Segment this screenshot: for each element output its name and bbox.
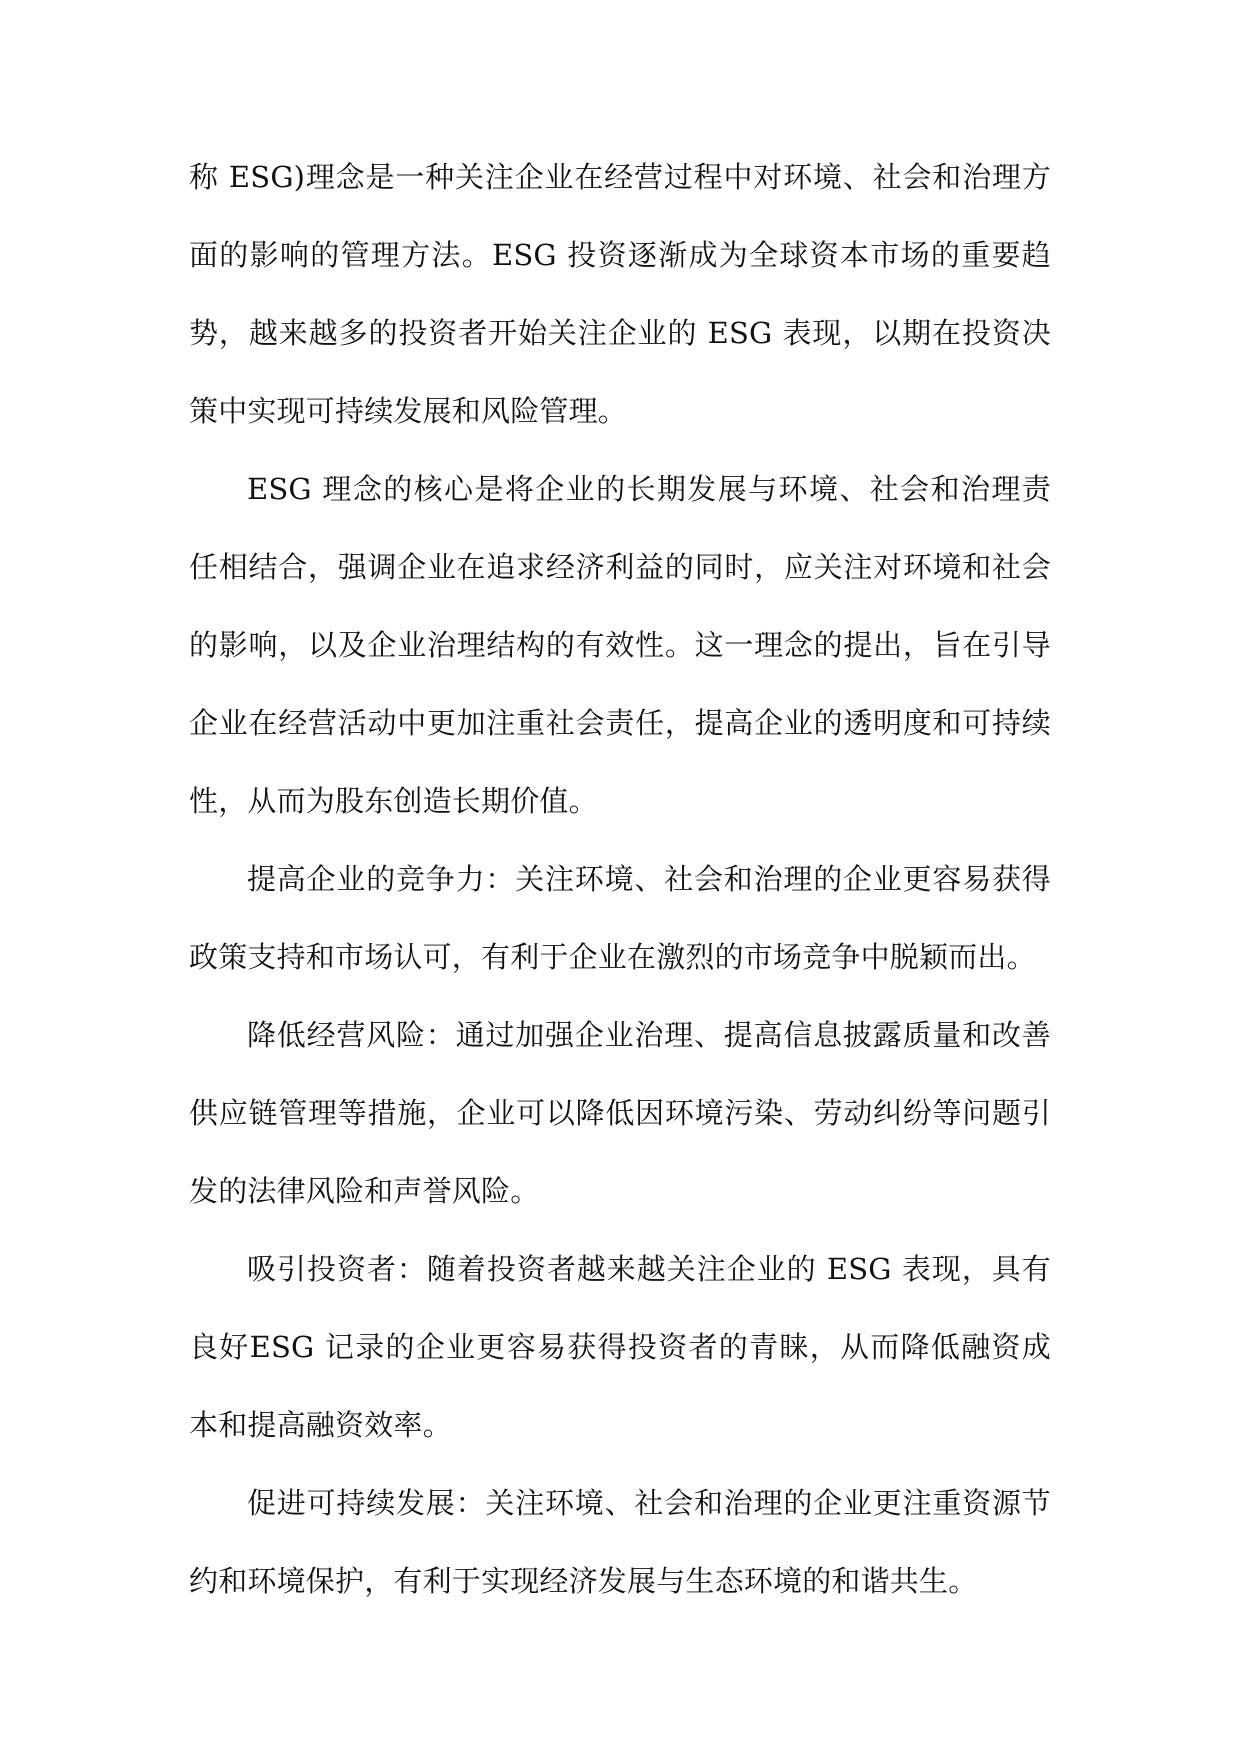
paragraph-attract-investors: 吸引投资者：随着投资者越来越关注企业的 ESG 表现，具有良好ESG 记录的企业更容易获得投资者的青睐，从而降低融资成本和提高融资效率。: [189, 1252, 1051, 1442]
paragraph-sustainable-development: 促进可持续发展：关注环境、社会和治理的企业更注重资源节约和环境保护，有利于实现经济发展与生态环境的和谐共生。: [189, 1486, 1051, 1598]
paragraph-risk-reduction: 降低经营风险：通过加强企业治理、提高信息披露质量和改善供应链管理等措施，企业可以降低因环境污染、劳动纠纷等问题引发的法律风险和声誉风险。: [189, 1018, 1051, 1208]
document-body: [189, 138, 1051, 1620]
paragraph-esg-core-concept: ESG 理念的核心是将企业的长期发展与环境、社会和治理责任相结合，强调企业在追求经济利益的同时，应关注对环境和社会的影响，以及企业治理结构的有效性。这一理念的提出，旨在引导企业在经营活动中更加注重社会责任，提高企业的透明度和可持续性，从而为股东创造长期价值。: [189, 472, 1051, 818]
paragraph-esg-definition: 称 ESG)理念是一种关注企业在经营过程中对环境、社会和治理方面的影响的管理方法。ESG 投资逐渐成为全球资本市场的重要趋势，越来越多的投资者开始关注企业的 ESG 表现，以期在投资决策中实现可持续发展和风险管理。: [189, 160, 1051, 428]
paragraph-competitiveness: 提高企业的竞争力：关注环境、社会和治理的企业更容易获得政策支持和市场认可，有利于企业在激烈的市场竞争中脱颖而出。: [189, 862, 1051, 974]
